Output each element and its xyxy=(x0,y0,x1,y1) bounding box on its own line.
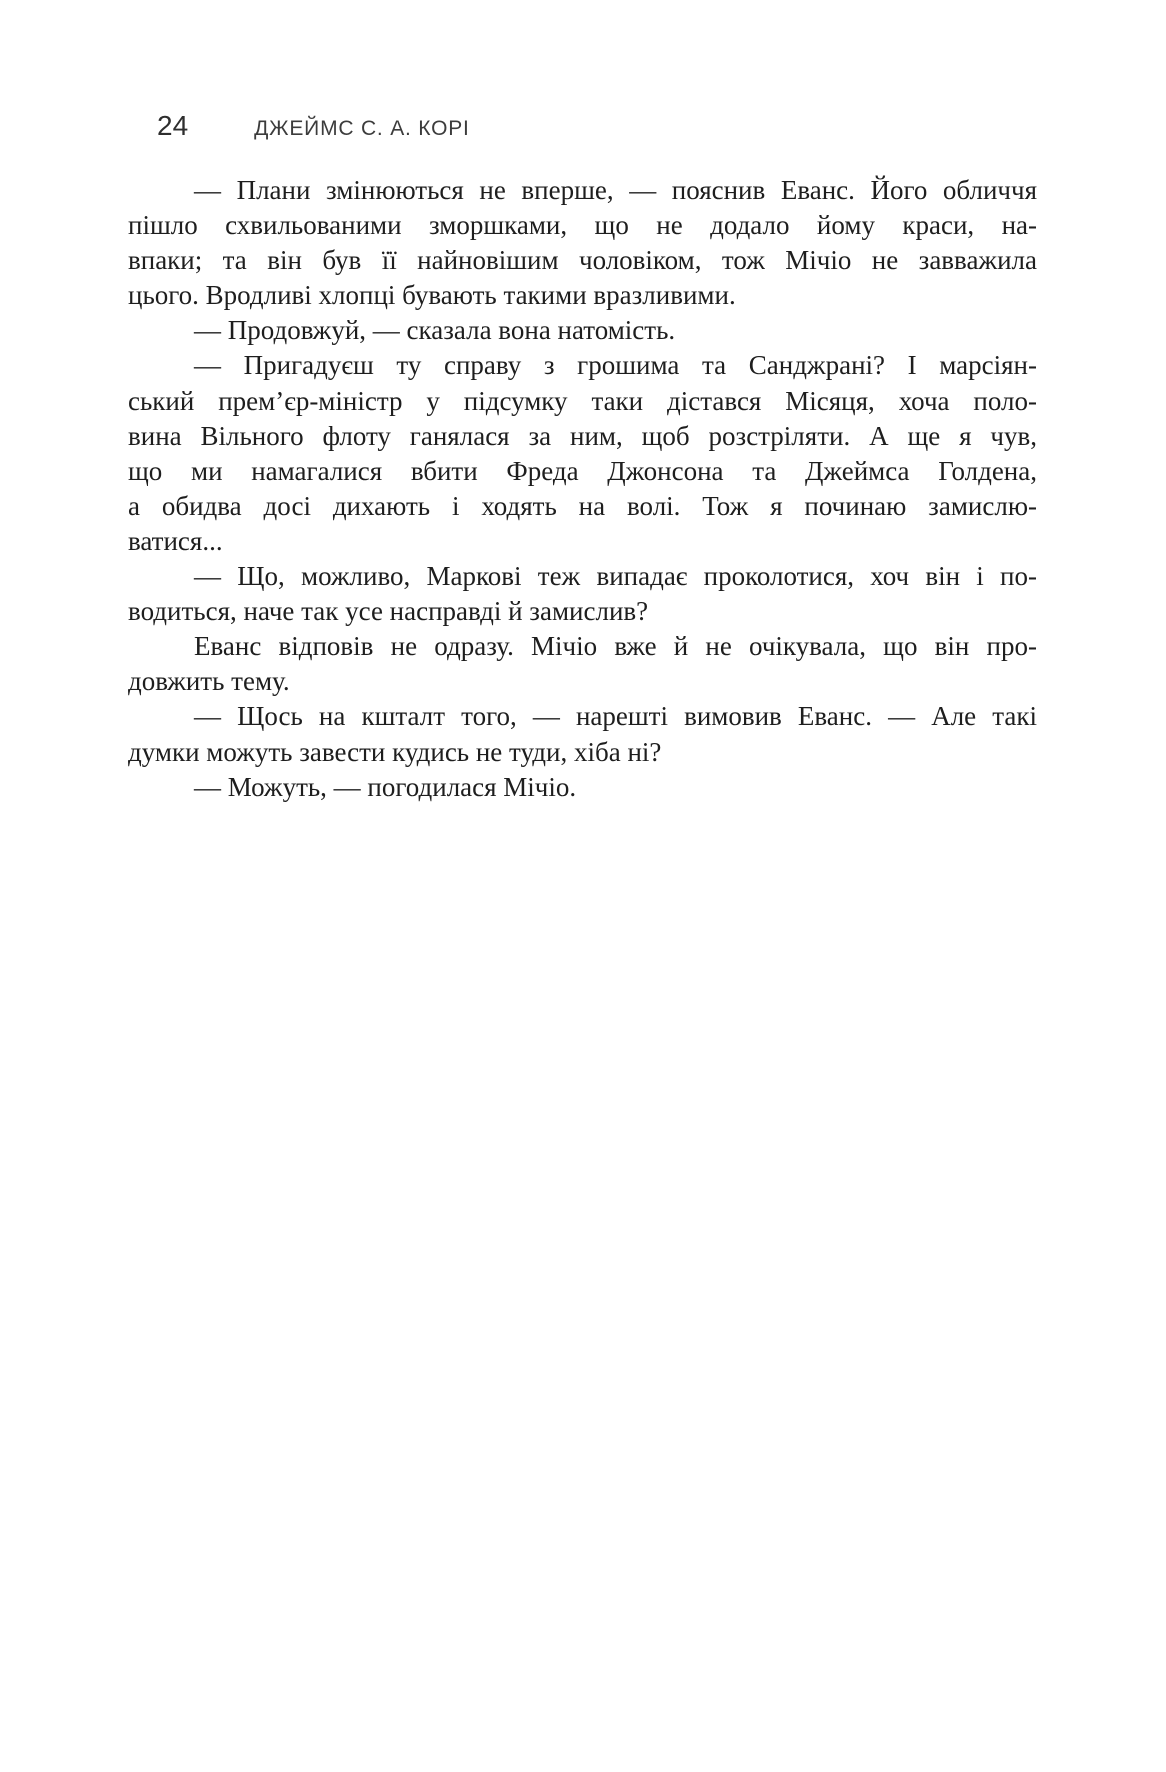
text-line: ський прем’єр-міністр у підсумку таки дістався Місяця, хоча поло- xyxy=(128,385,1037,416)
text-line: думки можуть завести кудись не туди, хіба ні? xyxy=(128,736,662,767)
page-header xyxy=(157,112,470,140)
paragraph xyxy=(128,770,1037,805)
text-line: вина Вільного флоту ганялася за ним, щоб розстріляти. А ще я чув, xyxy=(128,420,1037,451)
paragraph xyxy=(128,559,1037,629)
text-line: — Плани змінюються не вперше, — пояснив Еванс. Його обличчя xyxy=(194,175,1037,205)
text-line: — Що, можливо, Маркові теж випадає проколотися, хоч він і по- xyxy=(194,561,1037,592)
paragraph xyxy=(128,348,1037,559)
text-line: ватися... xyxy=(128,525,223,556)
paragraph xyxy=(128,629,1037,699)
text-line: довжить тему. xyxy=(128,666,290,697)
paragraph xyxy=(128,313,1037,348)
text-line: — Пригадуєш ту справу з грошима та Санджрані? І марсіян- xyxy=(194,350,1037,381)
text-line: а обидва досі дихають і ходять на волі. Тож я починаю замислю- xyxy=(128,490,1037,521)
text-line: пішло схвильованими зморшками, що не додало йому краси, на- xyxy=(128,210,1037,241)
body-text xyxy=(128,173,1037,805)
paragraph xyxy=(128,699,1037,769)
text-line: — Можуть, — погодилася Мічіо. xyxy=(194,771,577,802)
text-line: — Щось на кшталт того, — нарешті вимовив Еванс. — Але такі xyxy=(194,701,1037,732)
page-number: 24 xyxy=(157,110,189,141)
text-line: Еванс відповів не одразу. Мічіо вже й не очікувала, що він про- xyxy=(194,631,1037,662)
text-line: — Продовжуй, — сказала вона натомість. xyxy=(194,315,676,346)
paragraph xyxy=(128,173,1037,313)
text-line: водиться, наче так усе насправді й замислив? xyxy=(128,596,649,627)
text-line: що ми намагалися вбити Фреда Джонсона та Джеймса Голдена, xyxy=(128,455,1037,486)
running-title: ДЖЕЙМС С. А. КОРІ xyxy=(254,117,470,140)
text-line: цього. Вродливі хлопці бувають такими вразливими. xyxy=(128,280,736,311)
text-line: впаки; та він був її найновішим чоловіком, тож Мічіо не завважила xyxy=(128,245,1037,276)
